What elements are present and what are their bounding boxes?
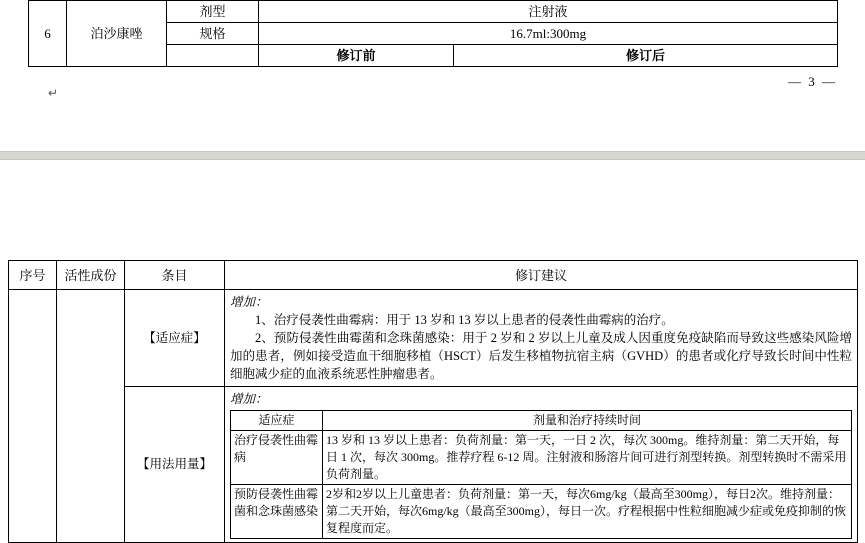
inner-header-row [231, 411, 852, 431]
cell-ingredient-blank [57, 290, 125, 543]
inner-cell-dosage: 13 岁和 13 岁以上患者：负荷剂量：第一天，一日 2 次，每次 300mg。维持剂量：第二天开始，每日 1 次，每次 300mg。推荐疗程 6-12 周。注射液和肠溶片间可进行剂型转换。剂型转换时不需采用负荷剂量。 [323, 431, 852, 485]
revision-lead-label: 增加： [230, 295, 268, 309]
page-number: — 3 — [788, 74, 837, 89]
cell-value-spec: 16.7ml:300mg [259, 23, 838, 45]
paragraph-mark-icon: ↵ [48, 86, 59, 100]
inner-cell-indication: 治疗侵袭性曲霉病 [231, 431, 323, 485]
cell-seq: 6 [29, 1, 67, 67]
table-row [29, 1, 838, 23]
revision-lead-label: 增加： [230, 392, 268, 406]
table-header-row [9, 261, 858, 290]
column-header-revision: 修订建议 [225, 261, 858, 290]
main-table [8, 260, 858, 543]
revision-item-text: 2、预防侵袭性曲霉菌和念珠菌感染：用于 2 岁和 2 岁以上儿童及成人因重度免疫缺陷而导致这些感染风险增加的患者，例如接受造血干细胞移植（HSCT）后发生移植物抗宿主病（GVHD）的患者或化疗导致长时间中性粒细胞减少症的血液系统恶性肿瘤患者。 [230, 331, 852, 381]
inner-table-row [231, 485, 852, 539]
inner-column-header-dosage: 剂量和治疗持续时间 [323, 411, 852, 431]
cell-value-dosage-form: 注射液 [259, 1, 838, 23]
cell-before-revision: 修订前 [259, 45, 454, 67]
cell-item-dosage-form: 剂型 [167, 1, 259, 23]
main-table-container [8, 260, 857, 543]
cell-empty [167, 45, 259, 67]
column-header-seq: 序号 [9, 261, 57, 290]
cell-seq-blank [9, 290, 57, 543]
inner-column-header-indication: 适应症 [231, 411, 323, 431]
column-header-item: 条目 [125, 261, 225, 290]
cell-item-indications: 【适应症】 [125, 290, 225, 387]
cell-ingredient: 泊沙康唑 [67, 1, 167, 67]
inner-cell-dosage: 2岁和2岁以上儿童患者：负荷剂量：第一天，每次6mg/kg（最高至300mg），每日2次。维持剂量：第二天开始，每次6mg/kg（最高至300mg），每日一次。疗程根据中性粒细胞减少症或免疫抑制的恢复程度而定。 [323, 485, 852, 539]
page-break-separator [0, 151, 865, 160]
revision-item-text: 1、治疗侵袭性曲霉病：用于 13 岁和 13 岁以上患者的侵袭性曲霉病的治疗。 [255, 313, 674, 327]
table-row [9, 290, 858, 387]
cell-after-revision: 修订后 [454, 45, 838, 67]
cell-item-spec: 规格 [167, 23, 259, 45]
inner-table-row [231, 431, 852, 485]
table-row [9, 387, 858, 543]
top-table [28, 0, 838, 67]
cell-item-dosage: 【用法用量】 [125, 387, 225, 543]
cell-revision-indications [225, 290, 858, 387]
dosage-inner-table [230, 410, 852, 539]
top-table-container [28, 0, 837, 67]
inner-cell-indication: 预防侵袭性曲霉菌和念珠菌感染 [231, 485, 323, 539]
cell-revision-dosage [225, 387, 858, 543]
column-header-ingredient: 活性成份 [57, 261, 125, 290]
